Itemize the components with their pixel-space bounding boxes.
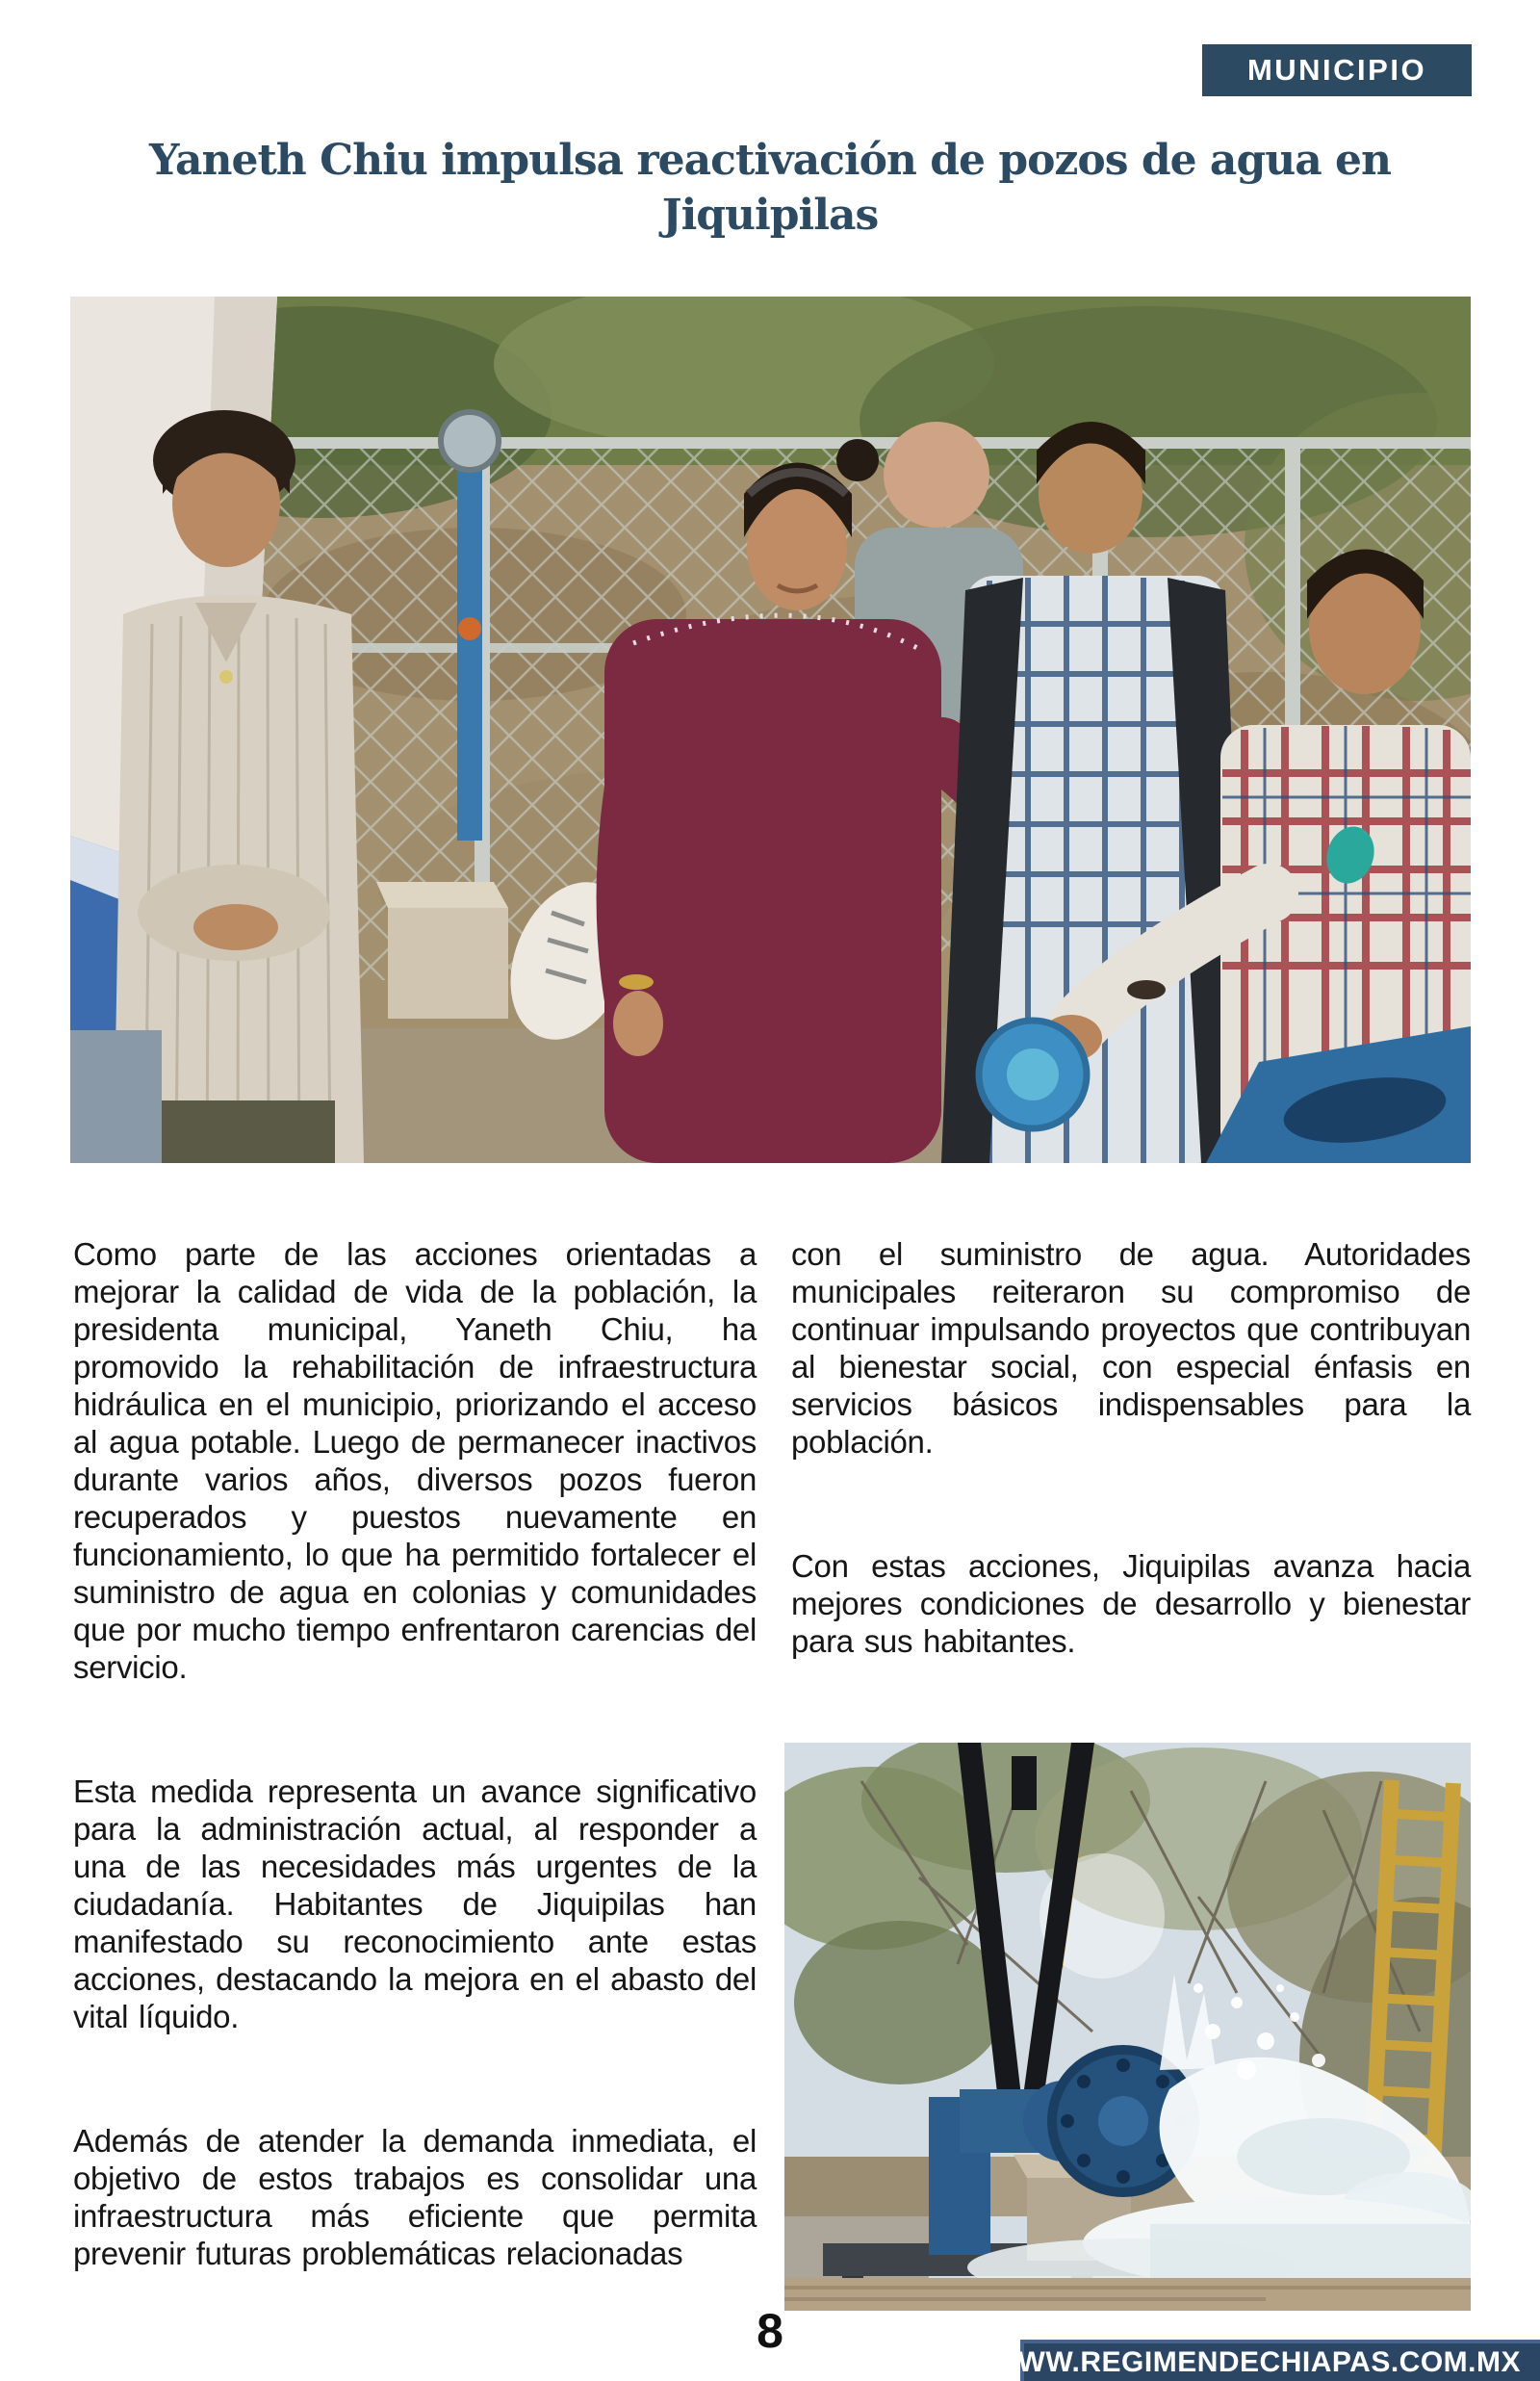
- paragraph: Con estas acciones, Jiquipilas avanza hacia mejores condiciones de desarrollo y bienestar para sus habitantes.: [791, 1548, 1471, 1659]
- footer-url: WWW.REGIMENDECHIAPAS.COM.MX: [989, 2345, 1521, 2378]
- paragraph: Como parte de las acciones orientadas a mejorar la calidad de vida de la población, la presidenta municipal, Yaneth Chiu, ha promovido la rehabilitación de infraestructura hidráulica en el municipio, priorizando el acceso al agua potable. Luego de permanecer inactivos durante varios años, diversos pozos fueron recuperados y puestos nuevamente en funcionamiento, lo que ha permitido fortalecer el suministro de agua en colonias y comunidades que por mucho tiempo enfrentaron carencias del servicio.: [73, 1236, 757, 1685]
- page-number: 8: [757, 2304, 783, 2358]
- paragraph: Además de atender la demanda inmediata, el objetivo de estos trabajos es consolidar una infraestructura más eficiente que permita prevenir futuras problemáticas relacionadas: [73, 2123, 757, 2271]
- article-column-right: [791, 1235, 1471, 1747]
- article-headline: Yaneth Chiu impulsa reactivación de pozos de agua en Jiquipilas: [148, 136, 1392, 241]
- well-site-group-illustration: [70, 297, 1471, 1163]
- section-badge: MUNICIPIO: [1202, 44, 1472, 96]
- photo-water-discharge: [784, 1743, 1471, 2311]
- paragraph: Esta medida representa un avance significativo para la administración actual, al responder a una de las necesidades más urgentes de la ciudadanía. Habitantes de Jiquipilas han manifestado su reconocimiento ante estas acciones, destacando la mejora en el abasto del vital líquido.: [73, 1773, 757, 2034]
- footer-website-bar: [989, 2340, 1540, 2381]
- photo-well-site-group: [70, 297, 1471, 1163]
- paragraph: con el suministro de agua. Autoridades municipales reiteraron su compromiso de continuar impulsando proyectos que contribuyan al bienestar social, con especial énfasis en servicios básicos indispensables para la población.: [791, 1236, 1471, 1460]
- water-discharge-illustration: [784, 1743, 1471, 2311]
- article-column-left: [73, 1235, 757, 2359]
